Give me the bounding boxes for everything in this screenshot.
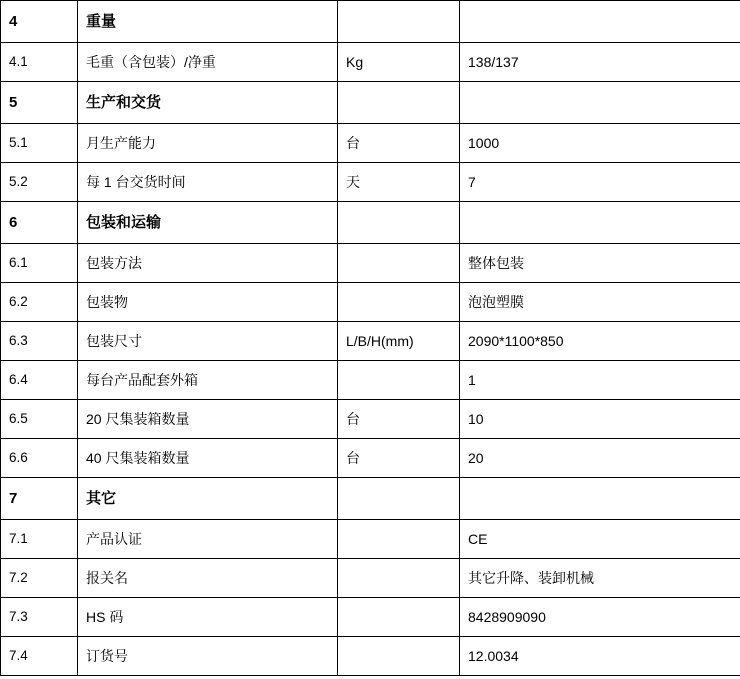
cell-no: 7.4 — [1, 637, 78, 676]
cell-item: 其它 — [78, 478, 338, 520]
cell-value: CE — [460, 520, 740, 559]
cell-unit — [338, 598, 460, 637]
cell-no: 4 — [1, 1, 78, 43]
cell-unit — [338, 520, 460, 559]
table-row — [1, 637, 740, 676]
cell-unit — [338, 478, 460, 520]
table-row — [1, 559, 740, 598]
table-row — [1, 520, 740, 559]
cell-unit — [338, 202, 460, 244]
table-section-row — [1, 202, 740, 244]
cell-value: 7 — [460, 163, 740, 202]
table-row — [1, 124, 740, 163]
cell-unit: 天 — [338, 163, 460, 202]
cell-value: 1000 — [460, 124, 740, 163]
cell-value: 20 — [460, 439, 740, 478]
cell-no: 6.1 — [1, 244, 78, 283]
table-row — [1, 283, 740, 322]
cell-unit — [338, 559, 460, 598]
cell-value — [460, 1, 740, 43]
cell-value: 10 — [460, 400, 740, 439]
table-row — [1, 322, 740, 361]
cell-no: 6.6 — [1, 439, 78, 478]
cell-value: 其它升降、装卸机械 — [460, 559, 740, 598]
specification-table-body — [1, 1, 740, 676]
cell-unit: 台 — [338, 439, 460, 478]
cell-value: 泡泡塑膜 — [460, 283, 740, 322]
cell-item: 月生产能力 — [78, 124, 338, 163]
cell-value: 12.0034 — [460, 637, 740, 676]
cell-item: 产品认证 — [78, 520, 338, 559]
cell-item: 包装物 — [78, 283, 338, 322]
cell-item: 包装和运输 — [78, 202, 338, 244]
table-section-row — [1, 478, 740, 520]
cell-unit — [338, 361, 460, 400]
cell-no: 7.3 — [1, 598, 78, 637]
cell-item: 20 尺集装箱数量 — [78, 400, 338, 439]
cell-no: 6.3 — [1, 322, 78, 361]
cell-value — [460, 478, 740, 520]
cell-unit — [338, 82, 460, 124]
cell-item: 每台产品配套外箱 — [78, 361, 338, 400]
cell-item: 每 1 台交货时间 — [78, 163, 338, 202]
cell-no: 7 — [1, 478, 78, 520]
cell-item: 订货号 — [78, 637, 338, 676]
cell-unit: L/B/H(mm) — [338, 322, 460, 361]
cell-no: 7.1 — [1, 520, 78, 559]
table-row — [1, 598, 740, 637]
cell-unit: Kg — [338, 43, 460, 82]
cell-no: 5.2 — [1, 163, 78, 202]
cell-no: 6.4 — [1, 361, 78, 400]
cell-no: 7.2 — [1, 559, 78, 598]
table-row — [1, 244, 740, 283]
cell-item: 生产和交货 — [78, 82, 338, 124]
cell-no: 4.1 — [1, 43, 78, 82]
cell-no: 6.5 — [1, 400, 78, 439]
cell-item: 包装尺寸 — [78, 322, 338, 361]
cell-unit: 台 — [338, 124, 460, 163]
cell-item: HS 码 — [78, 598, 338, 637]
cell-no: 6 — [1, 202, 78, 244]
cell-no: 5 — [1, 82, 78, 124]
cell-no: 5.1 — [1, 124, 78, 163]
cell-value: 8428909090 — [460, 598, 740, 637]
cell-unit — [338, 637, 460, 676]
cell-value: 138/137 — [460, 43, 740, 82]
cell-item: 报关名 — [78, 559, 338, 598]
cell-value: 2090*1100*850 — [460, 322, 740, 361]
cell-value: 整体包装 — [460, 244, 740, 283]
cell-value: 1 — [460, 361, 740, 400]
table-row — [1, 439, 740, 478]
cell-unit — [338, 244, 460, 283]
cell-no: 6.2 — [1, 283, 78, 322]
table-section-row — [1, 82, 740, 124]
table-row — [1, 43, 740, 82]
cell-value — [460, 82, 740, 124]
cell-unit — [338, 1, 460, 43]
cell-unit: 台 — [338, 400, 460, 439]
table-row — [1, 400, 740, 439]
cell-item: 毛重（含包装）/净重 — [78, 43, 338, 82]
table-section-row — [1, 1, 740, 43]
table-row — [1, 163, 740, 202]
cell-item: 40 尺集装箱数量 — [78, 439, 338, 478]
cell-unit — [338, 283, 460, 322]
cell-item: 重量 — [78, 1, 338, 43]
cell-value — [460, 202, 740, 244]
table-row — [1, 361, 740, 400]
cell-item: 包装方法 — [78, 244, 338, 283]
